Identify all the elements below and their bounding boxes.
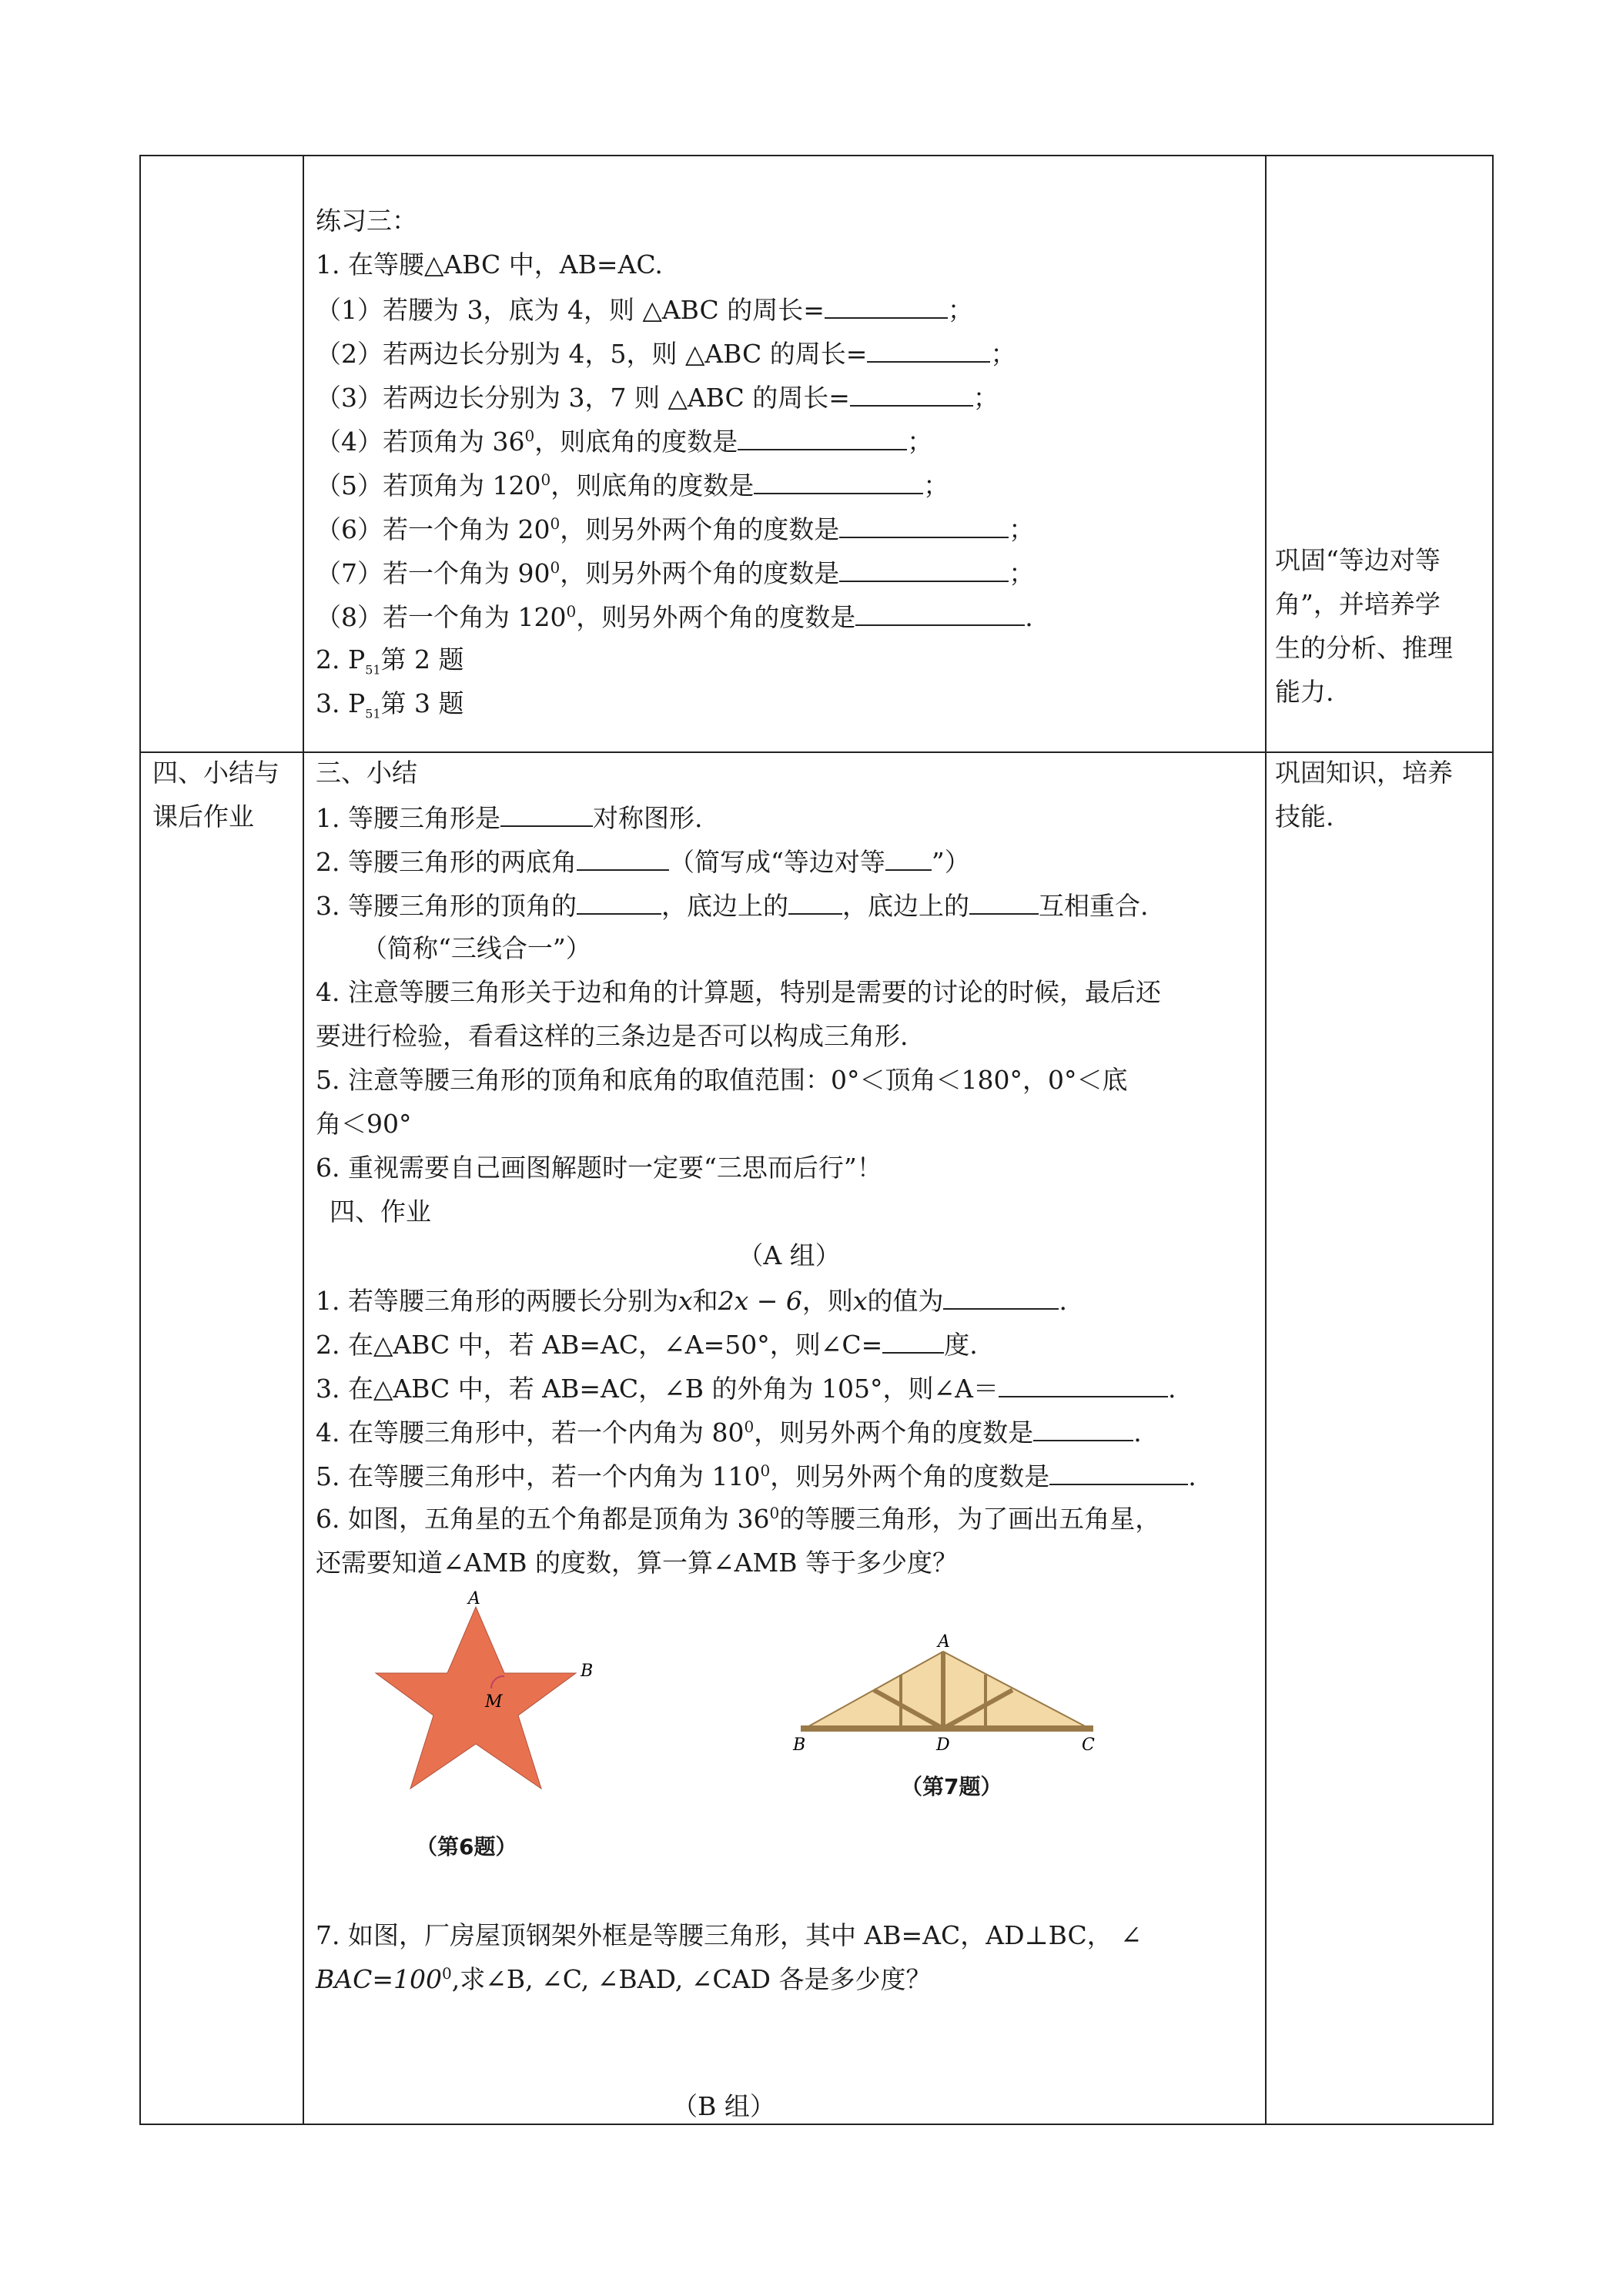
group-b-heading: （B 组） xyxy=(672,2091,775,2121)
figure-6-star xyxy=(362,1590,608,1859)
truss-label-b: B xyxy=(793,1735,806,1755)
col-divider-2 xyxy=(1265,156,1267,2124)
star-label-a: A xyxy=(468,1590,480,1608)
truss-diagram xyxy=(785,1628,1109,1767)
star-label-b: B xyxy=(581,1662,594,1681)
hw-a7-line1: 7. 如图，厂房屋顶钢架外框是等腰三角形，其中 AB=AC，AD⊥BC， ∠ xyxy=(316,1920,1142,1950)
exercise-q1-1: （1）若腰为 3，底为 4，则 △ABC 的周长= ； xyxy=(316,286,1255,330)
exercise-q1-7: （7）若一个角为 $90^0$，则另外两个角的度数是 ； xyxy=(316,550,1255,594)
truss-label-a: A xyxy=(938,1632,950,1652)
truss-label-c: C xyxy=(1082,1735,1095,1755)
hw-a4: 4. 在等腰三角形中，若一个内角为 $80^0$，则另外两个角的度数是 . xyxy=(316,1409,1263,1453)
figure-6-caption: （第6题） xyxy=(416,1834,517,1859)
hw-a2: 2. 在△ABC 中，若 AB=AC，∠A=50°，则∠C= 度. xyxy=(316,1321,1263,1365)
star-label-m: M xyxy=(485,1692,503,1712)
exercise-q1-6: （6）若一个角为 $20^0$，则另外两个角的度数是 ； xyxy=(316,506,1255,550)
summary-homework-block: 三、小结 1. 等腰三角形是 对称图形. 2. 等腰三角形的两底角 （简写成“等边对等 ”） 3. 等腰三角形的顶角的 ，底边上的 ，底边上的 互相重合. （简称“三线合一”） 4. 注意等腰三角形关于边和角的计算题，特别是需要的讨论的时候，最后还 要进行检验，看看这样的三条边是否可以构成三角形. 5. 注意等腰三角形的顶角和底角的取值范围：0°＜顶角＜180°，0°＜底 角＜90° 6. 重视需要自己画图解题时一定要“三思而后行”！ 四、作业 （A 组） 1. 若等腰三角形的两腰长分别为x和2x − 6，则x的值为 . 2. 在△ABC 中，若 AB=AC，∠A=50°，则∠C= 度. 3. 在△ABC 中，若 AB=AC，∠B 的外角为 105°，则∠A＝ . 4. 在等腰三角形中，若一个内角为 $80^0$，则另外两个角的度数是 . 5. 在等腰三角形中，若一个内角为 $110^0$，则另外两个角的度数是 . 6. 如图，五角星的五个角都是顶角为 $36^0$的等腰三角形，为了画出五角星， 还需要知道∠AMB 的度数，算一算∠AMB 等于多少度？ xyxy=(316,751,1263,1585)
exercise-q1-5: （5）若顶角为 $120^0$，则底角的度数是 ； xyxy=(316,462,1255,506)
exercise-q2: 2. $P_{51}$第 2 题 xyxy=(316,644,464,678)
star-diagram xyxy=(362,1590,608,1821)
truss-label-d: D xyxy=(936,1735,950,1755)
exercise-title: 练习三： xyxy=(316,206,417,236)
hw-a3: 3. 在△ABC 中，若 AB=AC，∠B 的外角为 105°，则∠A＝ . xyxy=(316,1365,1263,1409)
exercise-q1-2: （2）若两边长分别为 4，5，则 △ABC 的周长= ； xyxy=(316,330,1255,374)
hw-a6-line2: 还需要知道∠AMB 的度数，算一算∠AMB 等于多少度？ xyxy=(316,1548,959,1578)
row2-stage-label: 四、小结与 课后作业 xyxy=(152,758,279,832)
hw-a1: 1. 若等腰三角形的两腰长分别为x和2x − 6，则x的值为 . xyxy=(316,1277,1263,1321)
figure-7-truss xyxy=(785,1628,1109,1813)
hw-a5: 5. 在等腰三角形中，若一个内角为 $110^0$，则另外两个角的度数是 . xyxy=(316,1453,1263,1497)
homework-heading: 四、作业 xyxy=(330,1197,431,1227)
hw-a6-line1: 6. 如图，五角星的五个角都是顶角为 $36^0$的等腰三角形，为了画出五角星， xyxy=(316,1504,1161,1534)
hw-a7-block xyxy=(316,1913,1263,2001)
group-a-heading: （A 组） xyxy=(738,1240,841,1270)
exercise-q1-4: （4）若顶角为 $36^0$，则底角的度数是 ； xyxy=(316,418,1255,462)
figure-7-caption: （第7题） xyxy=(901,1774,1002,1799)
hw-a7-line2: $BAC=100^0$,求∠B, ∠C, ∠BAD, ∠CAD 各是多少度？ xyxy=(316,1964,932,1994)
row2-objective: 巩固知识，培养 技能. xyxy=(1275,758,1453,832)
exercise-q1-3: （3）若两边长分别为 3，7 则 △ABC 的周长= ； xyxy=(316,374,1255,418)
exercise-q1-8: （8）若一个角为 $120^0$，则另外两个角的度数是 . xyxy=(316,594,1255,638)
exercise-q3: 3. $P_{51}$第 3 题 xyxy=(316,688,464,721)
summary-heading: 三、小结 xyxy=(316,758,417,788)
col-divider-1 xyxy=(303,156,304,2124)
exercise-three-block xyxy=(316,199,1255,725)
row1-objective: 巩固“等边对等 角”，并培养学 生的分析、推理 能力. xyxy=(1275,545,1453,707)
exercise-q1: 1. 在等腰△ABC 中，AB=AC. xyxy=(316,249,663,279)
